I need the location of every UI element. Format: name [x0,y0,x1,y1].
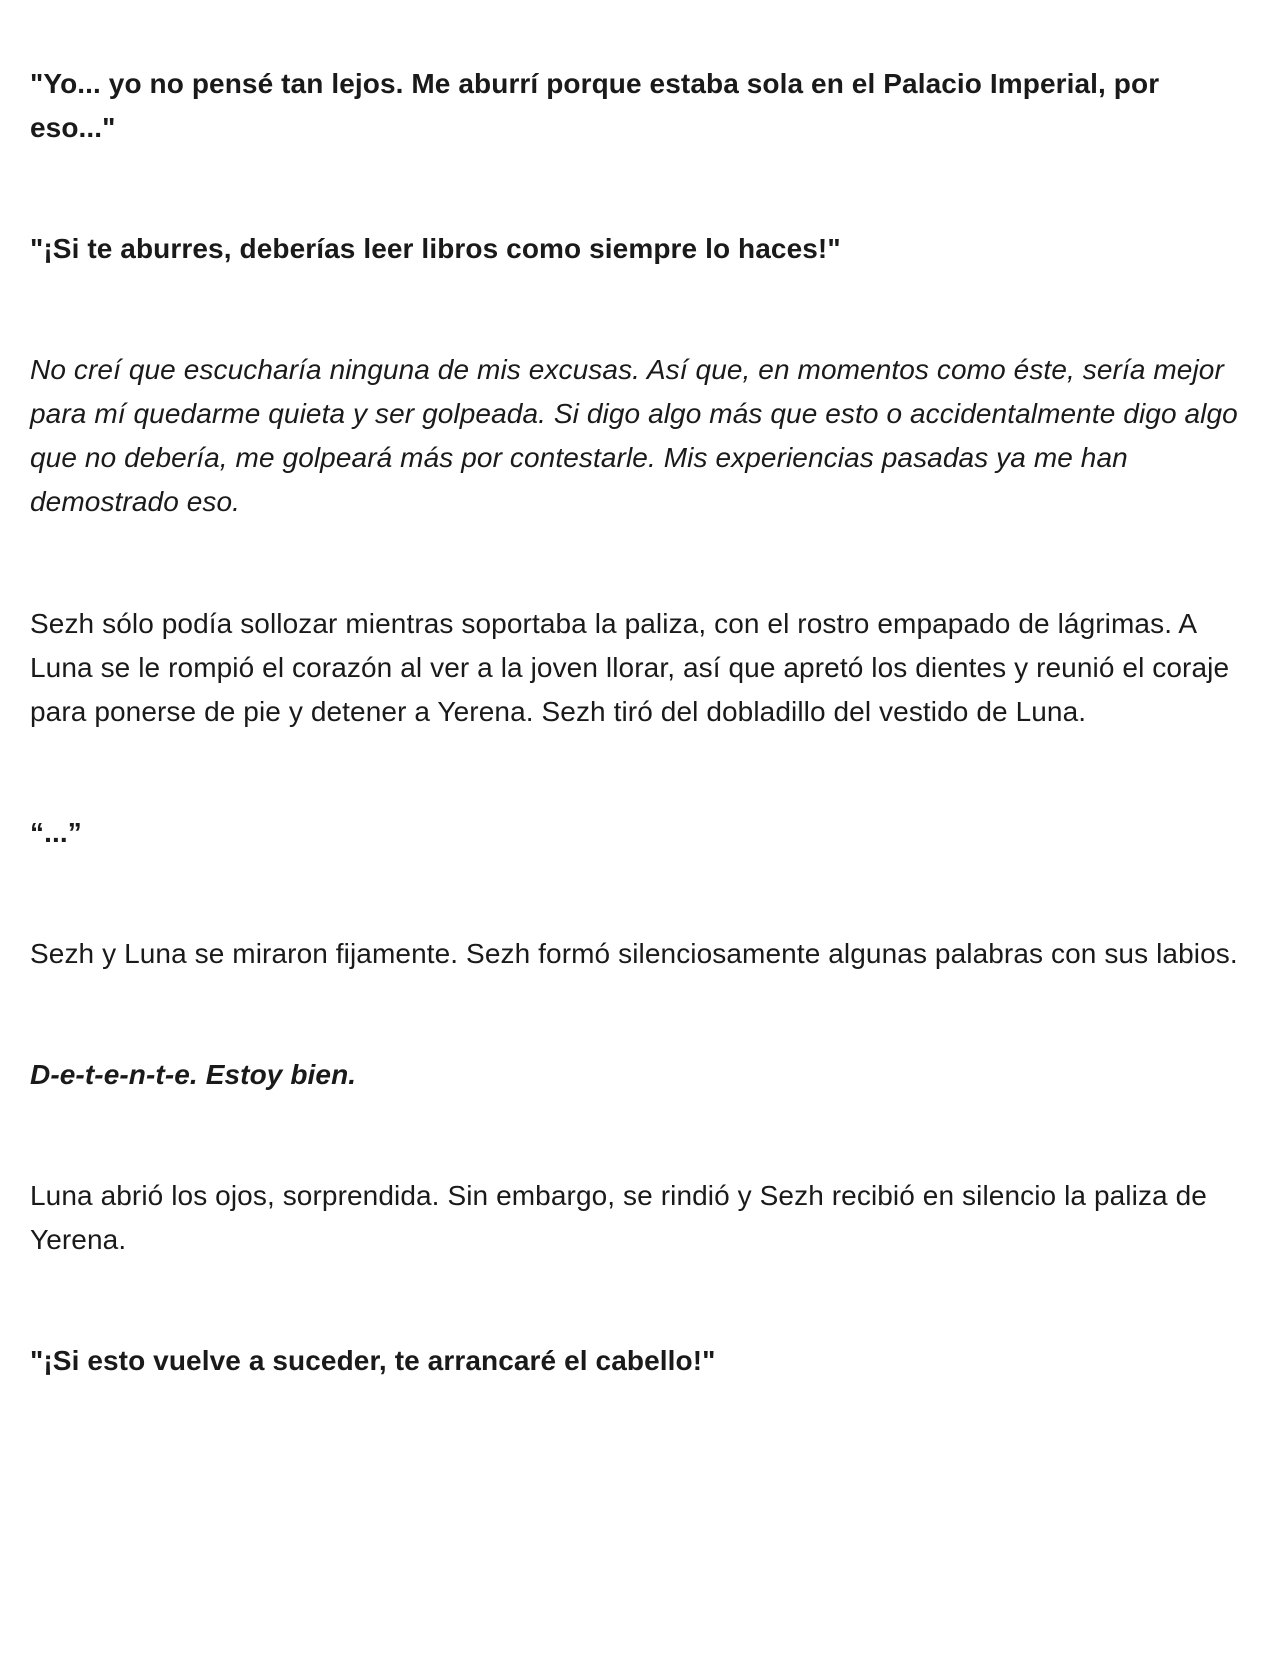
ellipsis-dialogue: “...” [30,817,82,848]
dialogue-paragraph-2: "¡Si te aburres, deberías leer libros como siempre lo haces!" [30,233,841,264]
narration-paragraph-3: Luna abrió los ojos, sorprendida. Sin embargo, se rindió y Sezh recibió en silencio la paliza de Yerena. [30,1180,1207,1255]
document-page [30,62,1250,1383]
inner-thought-paragraph: No creí que escucharía ninguna de mis excusas. Así que, en momentos como éste, sería mejor para mí quedarme quieta y ser golpeada. Si digo algo más que esto o accidentalmente digo algo que no debería, me golpeará más por contestarle. Mis experiencias pasadas ya me han demostrado eso. [30,354,1238,517]
narration-paragraph-2: Sezh y Luna se miraron fijamente. Sezh formó silenciosamente algunas palabras con sus labios. [30,938,1238,969]
dialogue-paragraph-3: "¡Si esto vuelve a suceder, te arrancaré el cabello!" [30,1345,716,1376]
silent-words-paragraph: D-e-t-e-n-t-e. Estoy bien. [30,1059,357,1090]
dialogue-paragraph-1: "Yo... yo no pensé tan lejos. Me aburrí porque estaba sola en el Palacio Imperial, por eso..." [30,68,1160,143]
narration-paragraph-1: Sezh sólo podía sollozar mientras soportaba la paliza, con el rostro empapado de lágrimas. A Luna se le rompió el corazón al ver a la joven llorar, así que apretó los dientes y reunió el coraje para ponerse de pie y detener a Yerena. Sezh tiró del dobladillo del vestido de Luna. [30,608,1230,727]
